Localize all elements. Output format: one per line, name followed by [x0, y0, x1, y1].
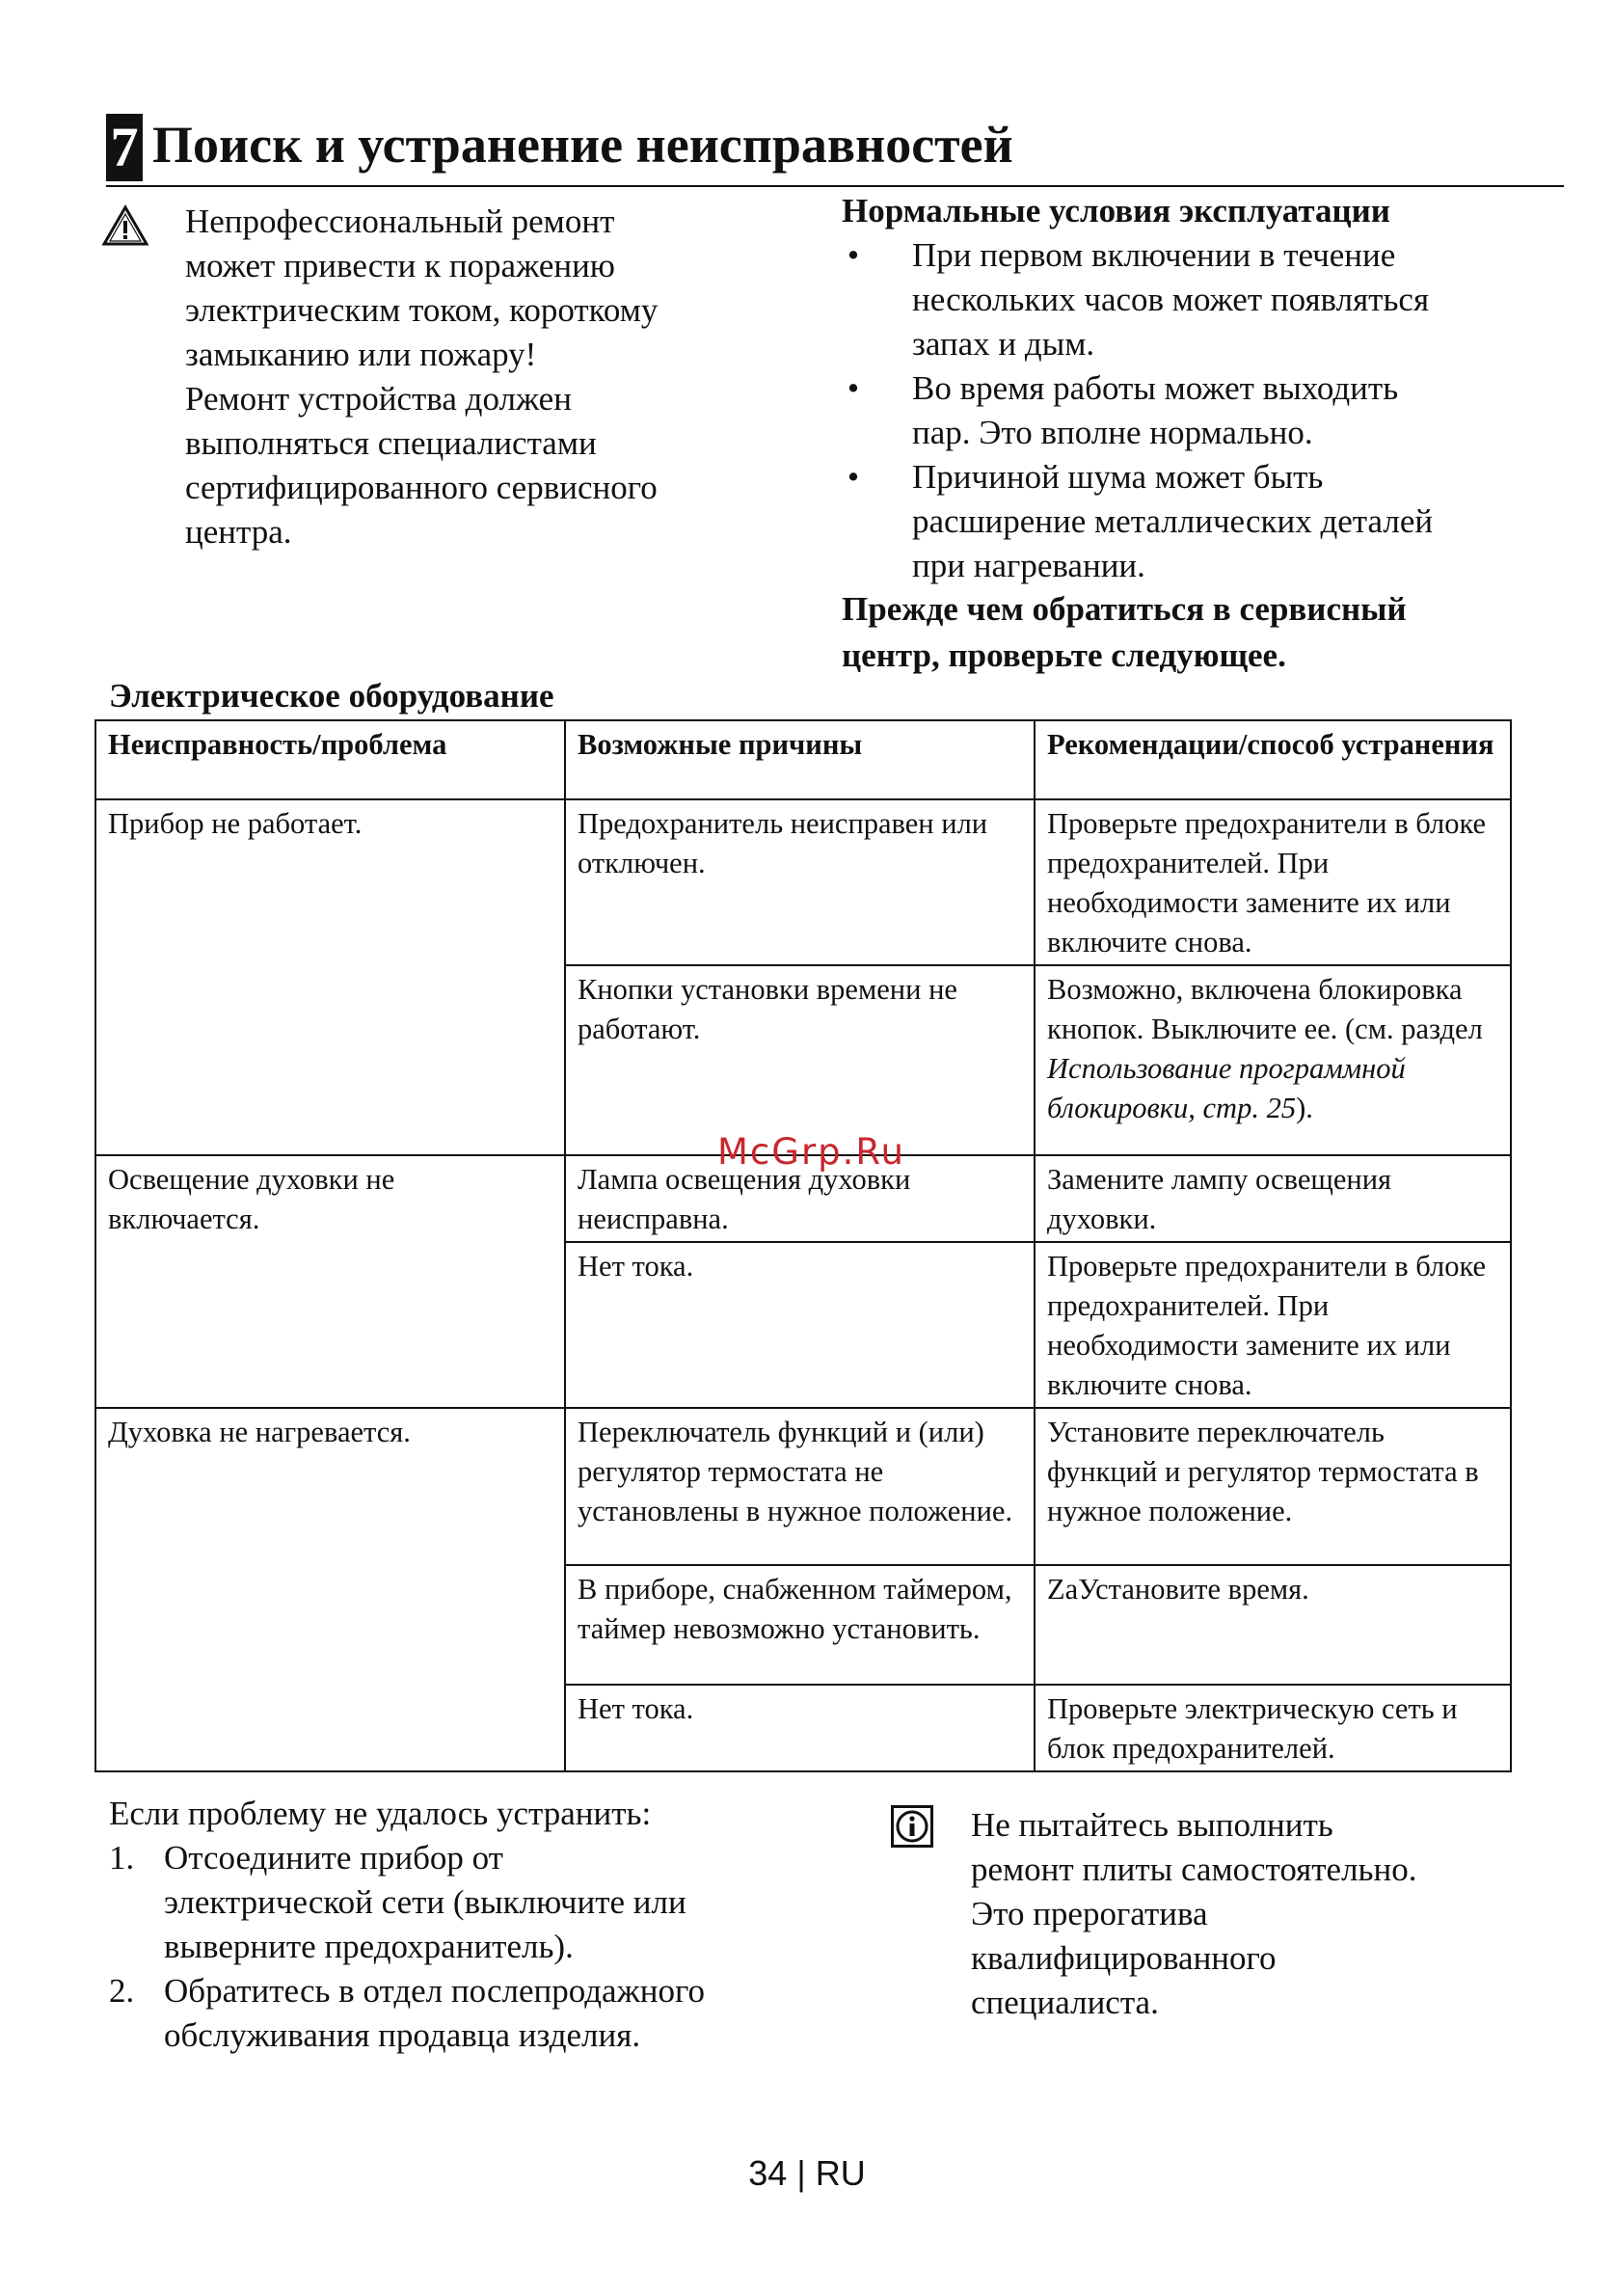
problem-cell: Духовка не нагревается. — [95, 1408, 565, 1771]
warning-text — [185, 200, 783, 554]
list-item-line: расширение металлических деталей — [912, 502, 1434, 540]
page-number: 34 — [748, 2153, 788, 2193]
list-item-line: При первом включении в течение — [912, 236, 1396, 274]
warning-line: Непрофессиональный ремонт — [185, 203, 615, 240]
table-row — [95, 1408, 1511, 1565]
remedy-cell: Проверьте предохранители в блоке предохранителей. При необходимости замените их или включите снова. — [1035, 799, 1511, 965]
list-item — [842, 366, 1574, 455]
info-line: Это прерогатива — [971, 1895, 1208, 1932]
remedy-reference: Использование программной блокировки, стр. 25 — [1047, 1052, 1406, 1124]
step-line: Отсоедините прибор от — [164, 1839, 503, 1877]
cause-cell: Лампа освещения духовки неисправна. — [565, 1155, 1035, 1242]
list-item-line: Причиной шума может быть — [912, 458, 1324, 496]
list-item-line: при нагревании. — [912, 547, 1145, 584]
info-icon — [891, 1805, 933, 1848]
remedy-cell: Установите переключатель функций и регулятор термостата в нужное положение. — [1035, 1408, 1511, 1565]
cause-cell: Переключатель функций и (или) регулятор термостата не установлены в нужное положение. — [565, 1408, 1035, 1565]
step-line: Обратитесь в отдел послепродажного — [164, 1972, 705, 2010]
bullet-icon: • — [847, 458, 860, 496]
troubleshooting-table — [94, 719, 1512, 1772]
table-title: Электрическое оборудование — [109, 677, 554, 715]
info-line: ремонт плиты самостоятельно. — [971, 1850, 1417, 1888]
before-service-line: центр, проверьте следующее. — [842, 636, 1286, 674]
remedy-cell: Замените лампу освещения духовки. — [1035, 1155, 1511, 1242]
heading-divider — [106, 185, 1564, 187]
remedy-text: Возможно, включена блокировка кнопок. Выключите ее. (см. раздел — [1047, 973, 1483, 1045]
table-row — [95, 799, 1511, 965]
table-header-row — [95, 720, 1511, 799]
page-title: Поиск и устранение неисправностей — [152, 116, 1013, 174]
remedy-cell: Проверьте электрическую сеть и блок предохранителей. — [1035, 1685, 1511, 1771]
normal-conditions-list — [842, 233, 1574, 588]
normal-conditions-heading: Нормальные условия эксплуатации — [842, 192, 1390, 230]
cause-cell: В приборе, снабженном таймером, таймер невозможно установить. — [565, 1565, 1035, 1685]
info-line: Не пытайтесь выполнить — [971, 1806, 1333, 1844]
cause-cell: Нет тока. — [565, 1242, 1035, 1408]
column-header: Неисправность/проблема — [95, 720, 565, 799]
warning-line: электрическим током, короткому — [185, 291, 659, 329]
before-service-heading — [842, 586, 1574, 679]
remedy-cell: Проверьте предохранители в блоке предохранителей. При необходимости замените их или включите снова. — [1035, 1242, 1511, 1408]
list-item-line: запах и дым. — [912, 325, 1095, 363]
language-code: RU — [815, 2153, 866, 2193]
problem-cell: Освещение духовки не включается. — [95, 1155, 565, 1408]
list-item — [109, 1969, 842, 2058]
failure-title: Если проблему не удалось устранить: — [109, 1795, 652, 1832]
list-item — [842, 233, 1574, 366]
before-service-line: Прежде чем обратиться в сервисный — [842, 590, 1407, 628]
warning-line: центра. — [185, 513, 292, 551]
warning-line: может привести к поражению — [185, 247, 615, 284]
list-item — [109, 1836, 842, 1969]
step-line: обслуживания продавца изделия. — [164, 2016, 641, 2054]
bullet-icon: • — [847, 369, 860, 407]
column-header: Возможные причины — [565, 720, 1035, 799]
step-number: 2. — [109, 1972, 135, 2010]
step-number: 1. — [109, 1839, 135, 1877]
warning-line: Ремонт устройства должен — [185, 380, 572, 418]
remedy-cell — [1035, 965, 1511, 1155]
warning-line: замыканию или пожару! — [185, 336, 537, 373]
info-line: квалифицированного — [971, 1939, 1277, 1977]
warning-line: выполняться специалистами — [185, 424, 597, 462]
bullet-icon: • — [847, 236, 860, 274]
warning-triangle-icon — [102, 204, 148, 247]
list-item-line: Во время работы может выходить — [912, 369, 1399, 407]
section-number: 7 — [106, 114, 143, 181]
cause-cell: Нет тока. — [565, 1685, 1035, 1771]
info-text — [971, 1803, 1549, 2025]
problem-cell: Прибор не работает. — [95, 799, 565, 1155]
list-item — [842, 455, 1574, 588]
watermark: McGrp.Ru — [717, 1131, 905, 1173]
cause-cell: Кнопки установки времени не работают. — [565, 965, 1035, 1155]
list-item-line: пар. Это вполне нормально. — [912, 414, 1313, 451]
step-line: выверните предохранитель). — [164, 1928, 574, 1965]
list-item-line: нескольких часов может появляться — [912, 281, 1430, 318]
remedy-cell: ZaУстановите время. — [1035, 1565, 1511, 1685]
cause-cell: Предохранитель неисправен или отключен. — [565, 799, 1035, 965]
remedy-tail: ). — [1296, 1092, 1313, 1124]
warning-line: сертифицированного сервисного — [185, 469, 658, 506]
page-footer — [0, 2152, 1614, 2195]
info-line: специалиста. — [971, 1984, 1159, 2021]
failure-steps-list — [109, 1836, 842, 2058]
step-line: электрической сети (выключите или — [164, 1883, 686, 1921]
footer-separator: | — [796, 2153, 806, 2193]
column-header: Рекомендации/способ устранения — [1035, 720, 1511, 799]
